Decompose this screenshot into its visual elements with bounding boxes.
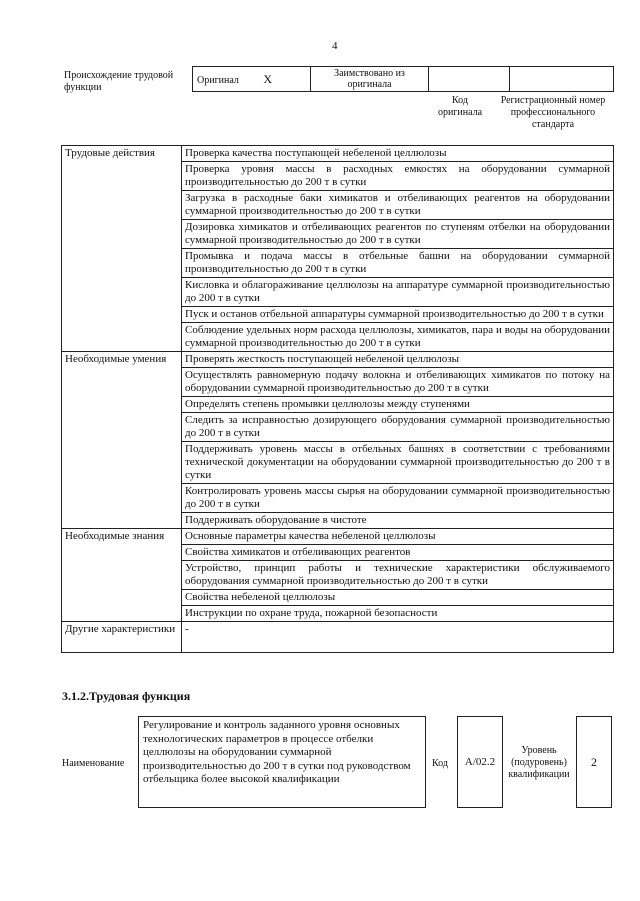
- list-item: Загрузка в расходные баки химикатов и отбеливающих реагентов на оборудовании суммарной производительностью до 200 т в сутки: [182, 191, 614, 220]
- list-item: Поддерживать оборудование в чистоте: [182, 513, 614, 529]
- list-item: Инструкции по охране труда, пожарной безопасности: [182, 606, 614, 622]
- caption-code-original: Код оригинала: [437, 95, 483, 118]
- origin-code-cell: [429, 67, 510, 92]
- name-label: Наименование: [62, 758, 125, 769]
- list-item: Соблюдение удельных норм расхода целлюлозы, химикатов, пара и воды на оборудовании суммарной производительностью до 200 т в сутки: [182, 323, 614, 352]
- origin-original: Оригинал: [197, 74, 239, 86]
- list-item: Кисловка и облагораживание целлюлозы на аппаратуре суммарной производительностью до 200 т в сутки: [182, 278, 614, 307]
- list-item: Устройство, принцип работы и технические характеристики обслуживаемого оборудования суммарной производительностью до 200 т в сутки: [182, 561, 614, 590]
- list-item: Проверка качества поступающей небеленой целлюлозы: [182, 146, 614, 162]
- list-item: Свойства небеленой целлюлозы: [182, 590, 614, 606]
- list-item: Контролировать уровень массы сырья на оборудовании суммарной производительностью до 200 т в сутки: [182, 484, 614, 513]
- section-heading: 3.1.2.Трудовая функция: [62, 689, 191, 703]
- list-item: Проверять жесткость поступающей небеленой целлюлозы: [182, 352, 614, 368]
- table-row: [62, 529, 614, 545]
- list-item: Пуск и останов отбельной аппаратуры суммарной производительностью до 200 т в сутки: [182, 307, 614, 323]
- function-code-box: А/02.2: [457, 716, 503, 808]
- table-row: [62, 622, 614, 653]
- section-label: Необходимые умения: [62, 352, 182, 529]
- list-item: Основные параметры качества небеленой целлюлозы: [182, 529, 614, 545]
- origin-original-cell: [193, 67, 311, 92]
- origin-borrowed: Заимствовано из оригинала: [311, 67, 429, 92]
- list-item: -: [182, 622, 614, 653]
- function-name-box: Регулирование и контроль заданного уровня основных технологических параметров в процессе отбелки целлюлозы на оборудовании суммарной производительностью до 200 т в сутки под руководством отбельщика более высокой квалификации: [138, 716, 426, 808]
- list-item: Свойства химикатов и отбеливающих реагентов: [182, 545, 614, 561]
- origin-mark: X: [263, 71, 273, 86]
- list-item: Проверка уровня массы в расходных емкостях на оборудовании суммарной производительностью до 200 т в сутки: [182, 162, 614, 191]
- origin-reg-cell: [510, 67, 614, 92]
- origin-table: [192, 66, 614, 92]
- page-number: 4: [332, 40, 338, 52]
- table-row: [62, 352, 614, 368]
- section-label: Необходимые знания: [62, 529, 182, 622]
- section-label: Другие характеристики: [62, 622, 182, 653]
- list-item: Определять степень промывки целлюлозы между ступенями: [182, 397, 614, 413]
- qualification-level-label: Уровень (подуровень) квалификации: [508, 745, 570, 780]
- table-row: [62, 146, 614, 162]
- qualification-level-box: 2: [576, 716, 612, 808]
- list-item: Промывка и подача массы в отбельные башни на оборудовании суммарной производительностью до 200 т в сутки: [182, 249, 614, 278]
- list-item: Следить за исправностью дозирующего оборудования суммарной производительностью до 200 т в сутки: [182, 413, 614, 442]
- caption-registration-number: Регистрационный номер профессионального стандарта: [500, 95, 606, 130]
- labor-function-table: [61, 145, 614, 653]
- list-item: Дозировка химикатов и отбеливающих реагентов по ступеням отбелки на оборудовании суммарной производительностью до 200 т в сутки: [182, 220, 614, 249]
- section-label: Трудовые действия: [62, 146, 182, 352]
- list-item: Осуществлять равномерную подачу волокна и отбеливающих химикатов по потоку на оборудовании суммарной производительностью до 200 т в сутки: [182, 368, 614, 397]
- list-item: Поддерживать уровень массы в отбельных башнях в соответствии с требованиями технической документации на оборудовании суммарной производительностью до 200 т в сутки: [182, 442, 614, 484]
- code-label: Код: [432, 758, 448, 769]
- origin-label: Происхождение трудовой функции: [64, 70, 174, 93]
